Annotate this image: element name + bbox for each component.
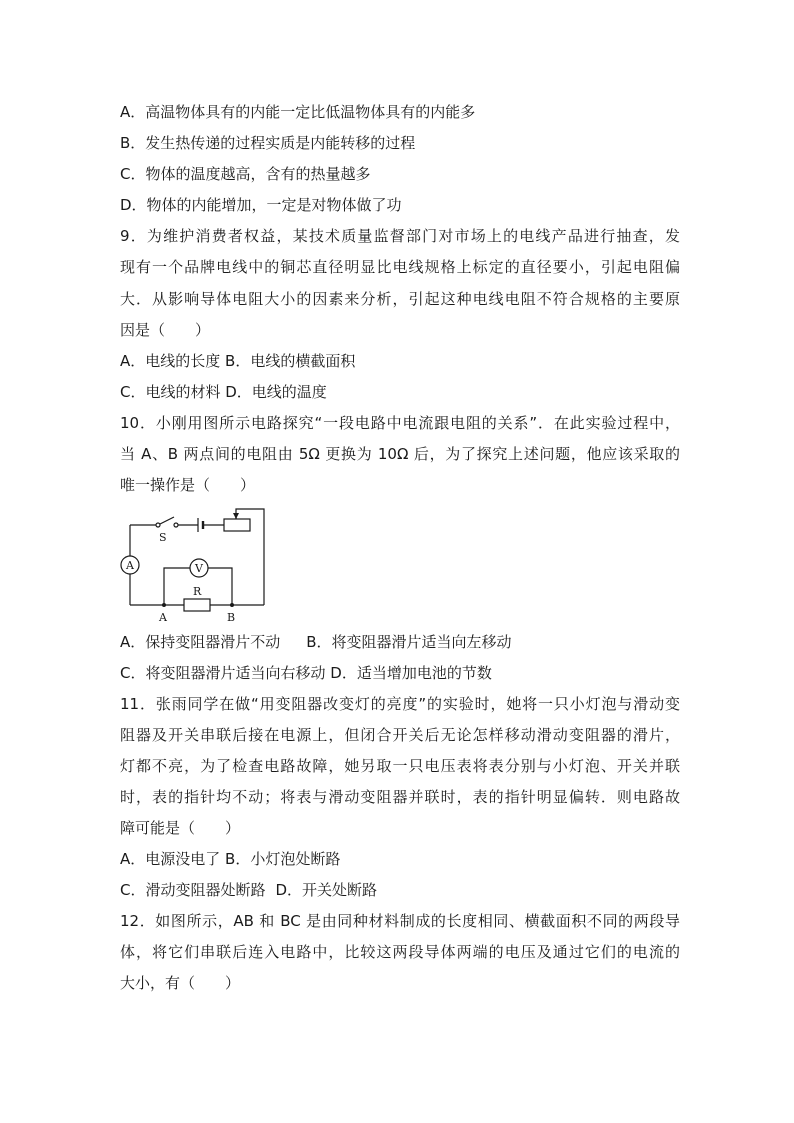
q11-option-d: D．开关处断路 [275,881,378,899]
q10-option-d: D．适当增加电池的节数 [330,664,492,682]
ammeter-label: A [126,559,134,572]
voltmeter-wire-right [208,568,232,605]
q11-option-c: C．滑动变阻器处断路 [120,881,266,899]
q12-stem-line-1: 12．如图所示，AB 和 BC 是由同种材料制成的长度相同、横截面积不同的两段导 [120,912,680,930]
switch-contact-left [156,523,160,527]
junction-a [162,603,166,607]
q11-stem-line-1: 11．张雨同学在做“用变阻器改变灯的亮度”的实验时，她将一只小灯泡与滑动变 [120,695,680,713]
q12-stem-line-3: 大小，有（ ） [120,974,241,992]
resistor-body [184,599,210,611]
voltmeter-label: V [195,562,203,575]
switch-blade [160,517,174,524]
q10-stem-line-2: 当 A、B 两点间的电阻由 5Ω 更换为 10Ω 后，为了探究上述问题，他应该采取的 [120,445,680,463]
q8-option-a: A．高温物体具有的内能一定比低温物体具有的内能多 [120,103,476,121]
q11-options-ab: A．电源没电了 B．小灯泡处断路 [120,850,341,868]
q11-options-cd [120,880,680,900]
q11-stem-line-4: 时，表的指针均不动；将表与滑动变阻器并联时，表的指针明显偏转．则电路故 [120,788,680,806]
q9-stem-line-4: 因是（ ） [120,321,211,339]
q9-stem-line-3: 大．从影响导体电阻大小的因素来分析，引起这种电线电阻不符合规格的主要原 [120,290,680,308]
q11-stem-line-5: 障可能是（ ） [120,819,241,837]
q9-stem-line-2: 现有一个品牌电线中的铜芯直径明显比电线规格上标定的直径要小，引起电阻偏 [120,258,680,276]
q8-option-c: C．物体的温度越高，含有的热量越多 [120,165,371,183]
switch-contact-right [174,523,178,527]
point-a-label: A [159,611,167,624]
q8-option-b: B．发生热传递的过程实质是内能转移的过程 [120,134,416,152]
junction-b [230,603,234,607]
q10-option-b: B．将变阻器滑片适当向左移动 [306,633,512,651]
rheostat-arrowhead [233,513,239,519]
point-b-label: B [227,611,236,624]
q10-options-ab [120,632,680,652]
q9-stem-line-1: 9．为维护消费者权益，某技术质量监督部门对市场上的电线产品进行抽查，发 [120,227,680,245]
resistor-label: R [193,585,202,598]
q11-stem-line-3: 灯都不亮，为了检查电路故障，她另取一只电压表将表分别与小灯泡、开关并联 [120,757,680,775]
q10-option-c: C．将变阻器滑片适当向右移动 [120,664,326,682]
q9-options-ab: A．电线的长度 B．电线的横截面积 [120,352,356,370]
circuit-svg [118,505,278,627]
q11-stem-line-2: 阻器及开关串联后接在电源上，但闭合开关后无论怎样移动滑动变阻器的滑片， [120,726,680,744]
q10-option-a: A．保持变阻器滑片不动 [120,633,281,651]
q12-stem-line-2: 体，将它们串联后连入电路中，比较这两段导体两端的电压及通过它们的电流的 [120,943,680,961]
rheostat-body [224,519,250,531]
q10-stem-line-3: 唯一操作是（ ） [120,476,256,494]
q10-options-cd [120,663,680,683]
q10-stem-line-1: 10．小刚用图所示电路探究“一段电路中电流跟电阻的关系”．在此实验过程中， [120,414,680,432]
q8-option-d: D．物体的内能增加，一定是对物体做了功 [120,196,402,214]
switch-label: S [159,531,167,544]
q9-options-cd: C．电线的材料 D．电线的温度 [120,383,327,401]
circuit-diagram [118,505,278,627]
